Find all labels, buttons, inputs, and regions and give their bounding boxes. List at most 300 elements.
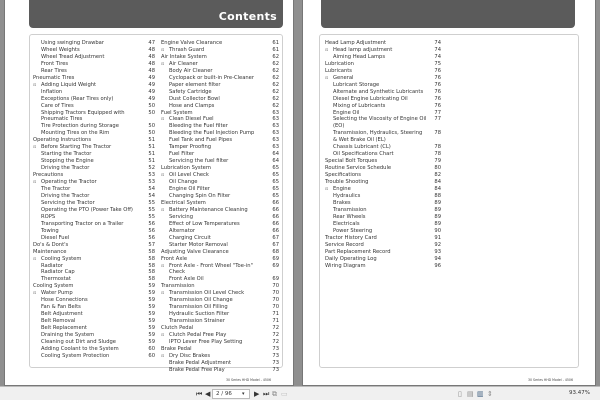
toc-entry-title: Fuel System — [161, 109, 193, 116]
toc-entry-page: 55 — [148, 206, 155, 213]
toc-entry[interactable] — [33, 290, 155, 297]
toc-entry[interactable] — [33, 75, 155, 82]
toc-entry-page: 60 — [148, 352, 155, 359]
toc-entry[interactable] — [161, 221, 279, 228]
toc-entry[interactable] — [33, 165, 155, 172]
toc-entry-title: Engine Oil Filter — [169, 186, 210, 193]
toc-entry-title: Lubrication — [325, 60, 354, 67]
toc-entry[interactable] — [161, 318, 279, 325]
page-number-input[interactable]: 2 / 96 — [212, 389, 250, 399]
toc-entry-title: Transmission, Hydraulics, Steering & Wet Brake Oil (EL) — [333, 130, 423, 144]
toc-entry-title: Lubricant Storage — [333, 81, 380, 88]
toc-entry-title: Driving the Tractor — [41, 165, 90, 172]
toc-entry[interactable] — [33, 318, 155, 325]
toc-entry[interactable] — [33, 283, 155, 290]
toc-entry-title: Belt Adjustment — [41, 311, 83, 318]
toc-entry[interactable] — [33, 242, 155, 249]
toc-entry[interactable] — [161, 228, 279, 235]
toc-entry[interactable] — [161, 311, 279, 318]
toc-entry[interactable] — [161, 256, 279, 263]
toc-entry[interactable] — [33, 172, 155, 179]
toc-entry-page: 59 — [148, 338, 155, 345]
toc-entry[interactable] — [325, 207, 441, 214]
toc-entry-title: Clean Diesel Fuel — [169, 116, 214, 123]
toc-entry[interactable] — [33, 221, 155, 228]
toc-entry-page: 48 — [148, 60, 155, 67]
toc-entry[interactable] — [161, 158, 279, 165]
toc-entry-page: 66 — [272, 199, 279, 206]
toc-entry-page: 60 — [148, 345, 155, 352]
toc-entry-title: Special Bolt Torques — [325, 158, 378, 165]
zoom-level[interactable]: 93.47% — [569, 390, 590, 396]
toc-entry-page: 91 — [434, 234, 441, 241]
toc-entry[interactable] — [161, 61, 279, 68]
toc-entry[interactable] — [161, 116, 279, 123]
toc-entry-page: 77 — [434, 116, 441, 123]
toc-entry[interactable] — [325, 89, 441, 96]
toc-entry[interactable] — [33, 235, 155, 242]
toc-entry[interactable] — [161, 75, 279, 82]
toc-entry-title: Operating the Tractor — [41, 179, 97, 186]
page-icon[interactable]: ▭ — [281, 390, 288, 398]
toc-entry-title: Battery Maintenance Cleaning — [169, 206, 248, 213]
toc-entry-title: General — [333, 74, 354, 81]
toc-entry[interactable] — [161, 304, 279, 311]
toc-entry[interactable] — [33, 89, 155, 96]
toc-entry[interactable] — [33, 332, 155, 339]
toc-entry-title: Part Replacement Record — [325, 248, 391, 255]
toc-entry[interactable] — [325, 256, 441, 263]
last-page-icon[interactable]: ⏭ — [263, 390, 270, 398]
toc-entry-title: Lubricants — [325, 67, 353, 74]
toc-entry-page: 65 — [272, 165, 279, 172]
toc-entry[interactable] — [33, 325, 155, 332]
toc-entry-page: 65 — [272, 186, 279, 193]
toc-entry[interactable] — [161, 346, 279, 353]
toc-entry[interactable] — [325, 40, 441, 47]
toc-entry-page: 62 — [272, 53, 279, 60]
toc-entry-page: 88 — [434, 192, 441, 199]
toc-entry-page: 78 — [434, 151, 441, 158]
toc-entry[interactable] — [161, 165, 279, 172]
toc-entry-title: Tire Protection during Storage — [41, 123, 119, 130]
toc-entry[interactable] — [161, 325, 279, 332]
toc-entry-title: Transporting Tractor on a Trailer — [41, 220, 124, 227]
toc-entry-page: 48 — [148, 67, 155, 74]
fit-page-icon[interactable]: ⇕ — [487, 390, 493, 398]
toc-entry[interactable] — [161, 110, 279, 117]
toc-entry-page: 50 — [148, 130, 155, 137]
toc-entry-title: ROPS — [41, 213, 56, 220]
toc-entry-title: Thrash Guard — [169, 46, 205, 53]
toc-entry-title: Electrical System — [161, 199, 206, 206]
toc-entry-title: Cyclopack or built-in Pre-Cleaner — [169, 74, 255, 81]
toc-entry[interactable] — [33, 193, 155, 200]
toc-entry-page: 47 — [148, 40, 155, 46]
toc-entry[interactable] — [161, 207, 279, 214]
toc-entry-page: 78 — [434, 144, 441, 151]
toc-entry[interactable] — [33, 61, 155, 68]
toc-entry[interactable] — [161, 339, 279, 346]
toc-entry[interactable] — [33, 256, 155, 263]
toc-entry-title: Wheel Weights — [41, 46, 80, 53]
toc-entry[interactable] — [325, 249, 441, 256]
toc-entry[interactable] — [325, 82, 441, 89]
toc-entry-page: 82 — [434, 172, 441, 179]
toc-entry-page: 96 — [434, 262, 441, 269]
toc-entry[interactable] — [33, 130, 155, 137]
toc-entry[interactable] — [161, 297, 279, 304]
toc-entry-page: 74 — [434, 46, 441, 53]
toc-entry-title: Transmission Oil Change — [169, 297, 233, 304]
toc-entry[interactable] — [325, 116, 441, 130]
toc-entry-page: 73 — [272, 366, 279, 373]
toc-entry[interactable] — [33, 346, 155, 353]
toc-entry[interactable] — [161, 193, 279, 200]
toc-entry-page: 59 — [148, 311, 155, 318]
toc-entry-title: Before Starting The Tractor — [41, 144, 112, 151]
toc-entry[interactable] — [161, 54, 279, 61]
bookmark-icon: ⊡ — [33, 179, 37, 185]
toc-entry[interactable] — [161, 214, 279, 221]
toc-entry-title: Lubrication System — [161, 165, 211, 172]
toc-entry[interactable] — [33, 214, 155, 221]
toc-entry[interactable] — [161, 130, 279, 137]
toc-entry-title: Rear Wheels — [333, 213, 366, 220]
toc-entry[interactable] — [33, 249, 155, 256]
toc-entry[interactable] — [325, 228, 441, 235]
toc-entry-title: Charging Circuit — [169, 234, 211, 241]
toc-entry-page: 59 — [148, 290, 155, 297]
toc-entry[interactable] — [33, 269, 155, 276]
toc-entry[interactable] — [33, 110, 155, 124]
toc-entry[interactable] — [325, 242, 441, 249]
toc-entry[interactable] — [325, 103, 441, 110]
toc-entry-title: Draining the System — [41, 332, 95, 339]
toc-entry[interactable] — [325, 96, 441, 103]
toc-entry[interactable] — [325, 200, 441, 207]
toc-entry-title: Water Pump — [41, 290, 73, 297]
toc-entry-page: 67 — [272, 241, 279, 248]
toc-entry-page: 51 — [148, 144, 155, 151]
toc-entry[interactable] — [161, 103, 279, 110]
toc-entry-page: 69 — [272, 276, 279, 283]
bookmark-icon: ⊡ — [325, 74, 329, 80]
toc-entry-page: 51 — [148, 137, 155, 144]
toc-entry-title: Operating the PTO (Power Take Off) — [41, 206, 133, 213]
toc-entry[interactable] — [161, 123, 279, 130]
toc-entry[interactable] — [33, 228, 155, 235]
toc-entry-page: 93 — [434, 248, 441, 255]
toc-entry[interactable] — [325, 263, 441, 270]
toc-entry-title: Rear Tires — [41, 67, 67, 74]
toc-entry[interactable] — [33, 151, 155, 158]
bookmark-icon: ⊡ — [325, 46, 329, 52]
toc-entry-title: Servicing the Tractor — [41, 199, 95, 206]
previous-page-icon[interactable]: ◀ — [205, 390, 211, 398]
first-page-icon[interactable]: ⏮ — [196, 390, 203, 398]
toc-column-1 — [33, 40, 155, 360]
toc-entry-title: Wiring Diagram — [325, 262, 366, 269]
toc-entry-page: 58 — [148, 248, 155, 255]
toc-entry-page: 67 — [272, 234, 279, 241]
toc-entry-title: Air Intake System — [161, 53, 207, 60]
toc-entry[interactable] — [325, 68, 441, 75]
toc-entry-page: 55 — [148, 213, 155, 220]
page-dropdown-icon[interactable]: ▾ — [242, 391, 245, 397]
toc-entry[interactable] — [161, 89, 279, 96]
toc-entry[interactable] — [33, 353, 155, 360]
toc-entry[interactable] — [325, 75, 441, 82]
toc-entry-page: 61 — [272, 46, 279, 53]
toc-column-3 — [325, 40, 441, 269]
toc-entry-page: 80 — [434, 165, 441, 172]
toc-entry[interactable] — [161, 82, 279, 89]
toc-entry-title: Towing — [41, 227, 59, 234]
toc-entry[interactable] — [325, 144, 441, 151]
toc-entry-page: 69 — [272, 255, 279, 262]
bookmark-icon: ⊡ — [161, 262, 165, 268]
toc-entry-page: 59 — [148, 283, 155, 290]
toc-entry-title: Alternate and Synthetic Lubricants — [333, 88, 424, 95]
toc-entry-page: 69 — [272, 262, 279, 269]
toc-entry[interactable] — [325, 179, 441, 186]
toc-entry[interactable] — [161, 263, 279, 277]
header-bar — [321, 0, 575, 28]
toc-entry-title: Front Axle Oil — [169, 276, 204, 283]
viewer-toolbar — [0, 386, 600, 400]
toc-entry-title: Transmission — [161, 283, 195, 290]
toc-entry[interactable] — [33, 82, 155, 89]
toc-entry-page: 56 — [148, 227, 155, 234]
bookmark-icon: ⊡ — [33, 290, 37, 296]
toc-entry-page: 63 — [272, 109, 279, 116]
toc-entry[interactable] — [161, 68, 279, 75]
toc-entry-page: 76 — [434, 102, 441, 109]
toc-entry[interactable] — [33, 54, 155, 61]
toc-entry-title: Front Axle - Front Wheel "Toe-in" Check — [169, 262, 253, 276]
bookmark-icon: ⊡ — [161, 172, 165, 178]
page-footer: 30 Series HHD Model - 4506 — [225, 378, 271, 382]
toc-entry-page: 77 — [434, 109, 441, 116]
toc-entry[interactable] — [33, 200, 155, 207]
toc-entry[interactable] — [161, 137, 279, 144]
toc-entry[interactable] — [33, 103, 155, 110]
toc-entry[interactable] — [161, 144, 279, 151]
toc-entry-title: Maintenance — [33, 248, 67, 255]
toc-entry-page: 64 — [272, 151, 279, 158]
toc-entry-title: Tamper Proofing — [169, 144, 212, 151]
pdf-page-right — [302, 0, 596, 386]
toc-entry[interactable] — [325, 214, 441, 221]
continuous-view-icon[interactable]: ▤ — [467, 390, 474, 398]
toc-entry[interactable] — [325, 110, 441, 117]
toc-entry-page: 53 — [148, 179, 155, 186]
toc-entry-page: 58 — [148, 276, 155, 283]
toc-entry-title: Thermostat — [41, 276, 71, 283]
toc-entry[interactable] — [33, 276, 155, 283]
toc-entry[interactable] — [161, 47, 279, 54]
toc-entry[interactable] — [325, 221, 441, 228]
toc-entry-title: Exceptions (Rear Tires only) — [41, 95, 114, 102]
toc-entry[interactable] — [161, 235, 279, 242]
bookmark-icon: ⊡ — [325, 186, 329, 192]
toc-entry-title: Safety Cartridge — [169, 88, 212, 95]
contents-title: Contents — [218, 10, 277, 23]
toc-entry-page: 50 — [148, 123, 155, 130]
toc-entry-page: 79 — [434, 158, 441, 165]
toc-entry[interactable] — [161, 96, 279, 103]
toc-entry-title: Care of Tires — [41, 102, 74, 109]
toc-entry[interactable] — [33, 47, 155, 54]
toc-entry-title: Engine Valve Clearance — [161, 40, 223, 46]
toc-entry[interactable] — [33, 311, 155, 318]
toc-entry-page: 59 — [148, 304, 155, 311]
toc-entry-title: Cooling System — [41, 255, 82, 262]
toc-entry[interactable] — [161, 249, 279, 256]
toc-entry-page: 59 — [148, 325, 155, 332]
toc-entry[interactable] — [33, 40, 155, 47]
page-footer: 30 Series HHD Model - 4506 — [527, 378, 573, 382]
toc-entry-title: Diesel Fuel — [41, 234, 70, 241]
copy-icon[interactable]: ⧉ — [272, 390, 277, 398]
toc-entry-page: 70 — [272, 297, 279, 304]
toc-entry-title: Alternator — [169, 227, 196, 234]
toc-entry[interactable] — [325, 54, 441, 61]
bookmark-icon: ⊡ — [161, 116, 165, 122]
toc-entry-title: Front Axle — [161, 255, 188, 262]
toc-entry-title: Radiator Cap — [41, 269, 75, 276]
toc-entry[interactable] — [161, 360, 279, 367]
toc-entry[interactable] — [325, 172, 441, 179]
toc-entry[interactable] — [161, 367, 279, 374]
toc-entry-title: Chassis Lubricant (CL) — [333, 144, 391, 151]
next-page-icon[interactable]: ▶ — [254, 390, 260, 398]
toc-entry[interactable] — [161, 242, 279, 249]
toc-entry-page: 50 — [148, 102, 155, 109]
toc-entry-page: 63 — [272, 144, 279, 151]
toc-entry-title: Fuel Tank and Fuel Pipes — [169, 137, 233, 144]
toc-entry[interactable] — [33, 96, 155, 103]
toc-entry-title: IPTO Lever Free Play Setting — [169, 338, 243, 345]
toc-entry-page: 59 — [148, 332, 155, 339]
toc-entry[interactable] — [33, 137, 155, 144]
toc-entry-title: Brakes — [333, 199, 351, 206]
toc-entry-page: 62 — [272, 67, 279, 74]
toc-entry-page: 58 — [148, 269, 155, 276]
toc-entry[interactable] — [161, 151, 279, 158]
toc-entry-title: Transmission Oil Filling — [169, 304, 228, 311]
toc-entry-page: 56 — [148, 234, 155, 241]
toc-entry[interactable] — [161, 353, 279, 360]
toc-entry[interactable] — [161, 200, 279, 207]
toc-entry[interactable] — [33, 186, 155, 193]
toc-entry[interactable] — [325, 235, 441, 242]
bookmark-icon: ⊡ — [161, 352, 165, 358]
toc-entry[interactable] — [325, 165, 441, 172]
toc-entry-page: 62 — [272, 95, 279, 102]
toc-entry-page: 73 — [272, 352, 279, 359]
toc-entry-page: 62 — [272, 102, 279, 109]
toc-entry-page: 70 — [272, 290, 279, 297]
toc-entry-title: Fuel Filter — [169, 151, 195, 158]
toc-entry-page: 61 — [272, 40, 279, 46]
toc-entry[interactable] — [33, 339, 155, 346]
toc-entry[interactable] — [325, 61, 441, 68]
bookmark-icon: ⊡ — [161, 206, 165, 212]
toc-entry-page: 54 — [148, 192, 155, 199]
toc-entry[interactable] — [325, 158, 441, 165]
toc-entry-page: 84 — [434, 186, 441, 193]
toc-entry[interactable] — [33, 179, 155, 186]
toc-entry-page: 58 — [148, 255, 155, 262]
toc-entry-page: 66 — [272, 213, 279, 220]
toc-entry[interactable] — [161, 179, 279, 186]
toc-entry-title: Starter Motor Removal — [169, 241, 228, 248]
toc-entry-title: Brake Pedal Adjustment — [169, 359, 232, 366]
toc-entry-title: Diesel Engine Lubricating Oil — [333, 95, 408, 102]
toc-entry-title: Belt Replacement — [41, 325, 87, 332]
toc-entry-page: 51 — [148, 158, 155, 165]
toc-entry-page: 78 — [434, 130, 441, 137]
toc-entry[interactable] — [33, 123, 155, 130]
toc-entry[interactable] — [325, 151, 441, 158]
toc-entry[interactable] — [325, 193, 441, 200]
toc-entry[interactable] — [33, 144, 155, 151]
toc-entry-page: 76 — [434, 95, 441, 102]
toc-column-2 — [161, 40, 279, 374]
toc-entry[interactable] — [325, 186, 441, 193]
toc-entry-page: 66 — [272, 206, 279, 213]
toc-entry-title: Stopping the Engine — [41, 158, 94, 165]
toc-entry-page: 90 — [434, 227, 441, 234]
toc-entry-title: Precautions — [33, 172, 64, 179]
toc-entry-page: 73 — [272, 345, 279, 352]
toc-entry[interactable] — [161, 40, 279, 47]
toc-entry-title: Dry Disc Brakes — [169, 352, 211, 359]
toc-entry-title: Routine Service Schedule — [325, 165, 392, 172]
toc-entry[interactable] — [33, 68, 155, 75]
toc-entry[interactable] — [161, 172, 279, 179]
toc-entry[interactable] — [161, 186, 279, 193]
toc-entry[interactable] — [161, 276, 279, 283]
toc-entry[interactable] — [161, 283, 279, 290]
toc-entry[interactable] — [325, 47, 441, 54]
toc-entry-page: 76 — [434, 74, 441, 81]
toc-entry[interactable] — [33, 158, 155, 165]
toc-entry-title: Clutch Pedal — [161, 325, 194, 332]
toc-entry[interactable] — [33, 304, 155, 311]
toc-entry-page: 92 — [434, 241, 441, 248]
bookmark-icon: ⊡ — [33, 81, 37, 87]
toc-entry-title: Transmission Strainer — [169, 318, 225, 325]
toc-entry-title: Bleeding the Fuel filter — [169, 123, 228, 130]
toc-entry-page: 89 — [434, 213, 441, 220]
toc-entry[interactable] — [161, 332, 279, 339]
toc-entry-page: 94 — [434, 255, 441, 262]
toc-entry-title: Clutch Pedal Free Play — [169, 332, 227, 339]
single-page-view-icon[interactable]: ▯ — [458, 390, 462, 398]
toc-entry[interactable] — [325, 130, 441, 144]
toc-entry-page: 59 — [148, 318, 155, 325]
toc-entry[interactable] — [33, 207, 155, 214]
toc-entry[interactable] — [33, 263, 155, 270]
two-page-view-icon[interactable]: ▥ — [477, 390, 484, 398]
toc-entry[interactable] — [161, 290, 279, 297]
toc-entry-page: 62 — [272, 74, 279, 81]
toc-entry[interactable] — [33, 297, 155, 304]
toc-entry-title: Using swinging Drawbar — [41, 40, 104, 46]
